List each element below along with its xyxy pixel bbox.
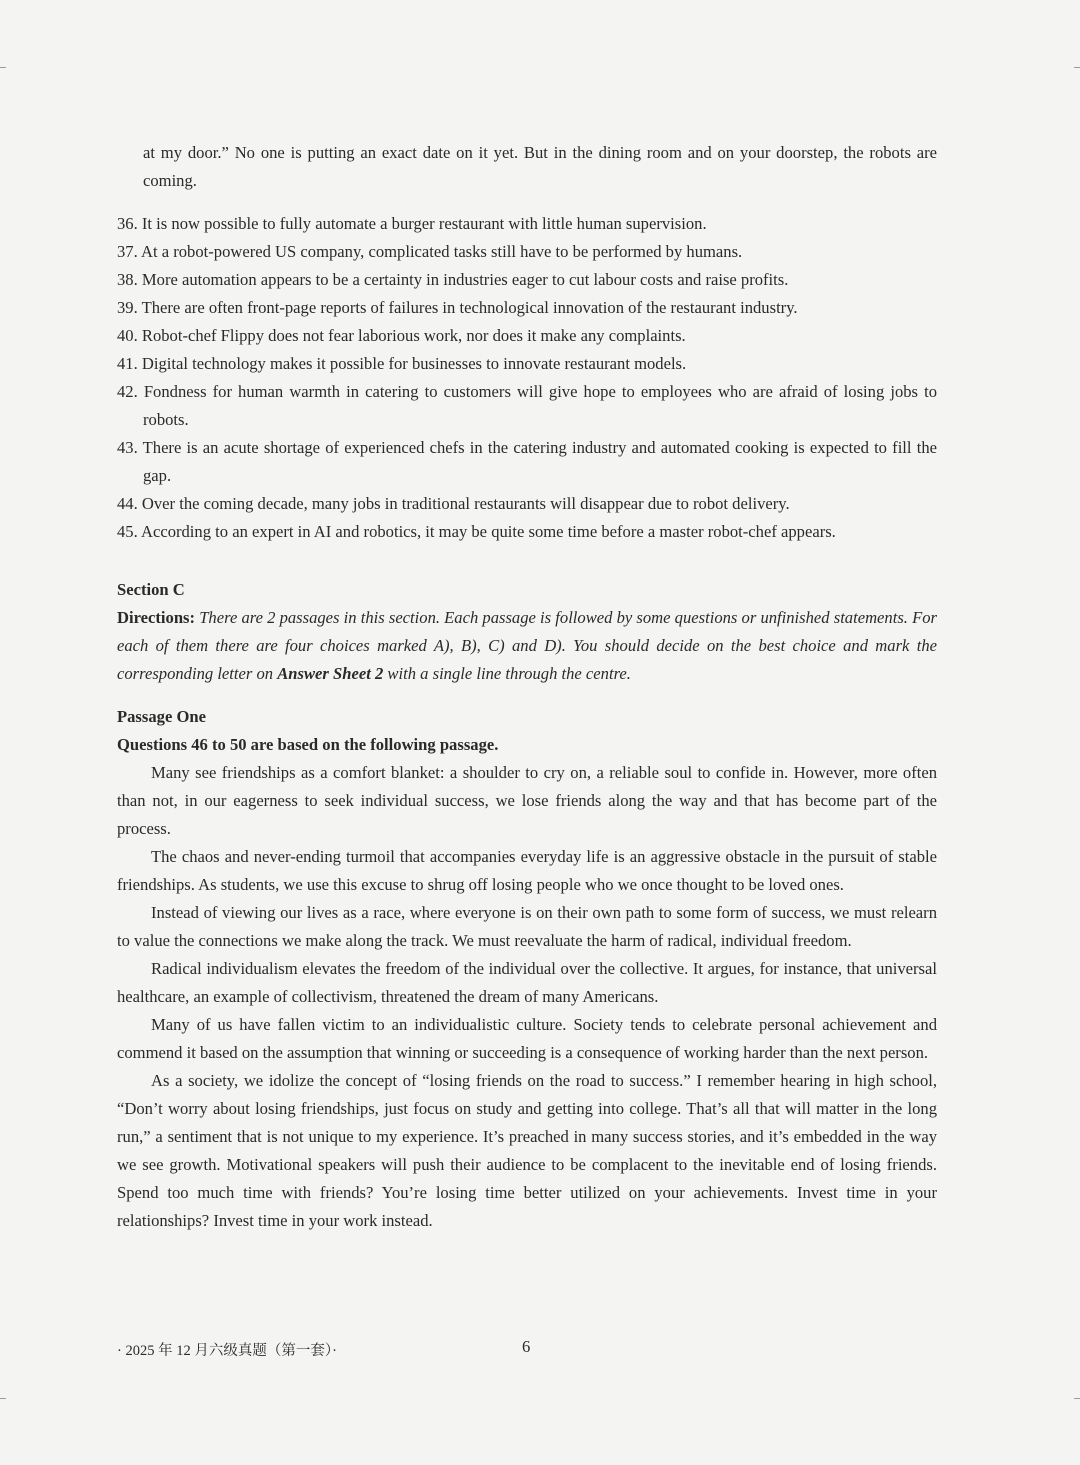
- question-37: 37. At a robot-powered US company, complicated tasks still have to be performed by humans.: [117, 242, 743, 261]
- page-footer: [117, 1337, 937, 1361]
- question-43: 43. There is an acute shortage of experienced chefs in the catering industry and automated cooking is expected to fill the gap.: [117, 438, 937, 485]
- passage-body: [117, 759, 937, 1235]
- directions: [117, 604, 937, 688]
- passage-subtitle: Questions 46 to 50 are based on the following passage.: [117, 735, 499, 754]
- passage-paragraph: Many of us have fallen victim to an individualistic culture. Society tends to celebrate personal achievement and commend it based on the assumption that winning or succeeding is a consequence of working harder than the next person.: [117, 1015, 937, 1062]
- passage-paragraph: Instead of viewing our lives as a race, where everyone is on their own path to some form of success, we must relearn to value the connections we make along the track. We must reevaluate the harm of radical, individual freedom.: [117, 903, 937, 950]
- passage-paragraph: As a society, we idolize the concept of “losing friends on the road to success.” I remember hearing in high school, “Don’t worry about losing friendships, just focus on study and getting into college. That’s all that will matter in the long run,” a sentiment that is not unique to my experience. It’s preached in many success stories, and it’s embedded in the way we see growth. Motivational speakers will push their audience to be complacent to the inevitable end of losing friends. Spend too much time with friends? You’re losing time better utilized on your achievements. Invest time in your relationships? Invest time in your work instead.: [117, 1071, 937, 1230]
- question-45: 45. According to an expert in AI and robotics, it may be quite some time before a master robot-chef appears.: [117, 522, 836, 541]
- passage-title: Passage One: [117, 707, 206, 726]
- directions-text-end: with a single line through the centre.: [383, 664, 631, 683]
- exam-label: · 2025 年 12 月六级真题（第一套）·: [117, 1343, 337, 1359]
- question-41: 41. Digital technology makes it possible for businesses to innovate restaurant models.: [117, 354, 687, 373]
- page-number: 6: [522, 1337, 531, 1356]
- question-list: [117, 210, 937, 546]
- passage-paragraph: Many see friendships as a comfort blanket: a shoulder to cry on, a reliable soul to confide in. However, more often than not, in our eagerness to seek individual success, we lose friends along the way and that has become part of the process.: [117, 763, 937, 838]
- question-36: 36. It is now possible to fully automate a burger restaurant with little human supervision.: [117, 214, 707, 233]
- passage-continuation: at my door.” No one is putting an exact date on it yet. But in the dining room and on your doorstep, the robots are coming.: [143, 143, 937, 190]
- crop-mark-bottom-right: [1074, 1398, 1080, 1399]
- question-40: 40. Robot-chef Flippy does not fear laborious work, nor does it make any complaints.: [117, 326, 686, 345]
- passage-paragraph: Radical individualism elevates the freedom of the individual over the collective. It argues, for instance, that universal healthcare, an example of collectivism, threatened the dream of many Americans.: [117, 959, 937, 1006]
- crop-mark-top-left: [0, 67, 6, 68]
- crop-mark-top-right: [1074, 67, 1080, 68]
- question-38: 38. More automation appears to be a certainty in industries eager to cut labour costs and raise profits.: [117, 270, 789, 289]
- question-42: 42. Fondness for human warmth in catering to customers will give hope to employees who are afraid of losing jobs to robots.: [117, 382, 937, 429]
- section-title: Section C: [117, 580, 185, 599]
- answer-sheet-label: Answer Sheet 2: [277, 664, 384, 683]
- question-44: 44. Over the coming decade, many jobs in traditional restaurants will disappear due to robot delivery.: [117, 494, 790, 513]
- directions-text: There are 2 passages in this section. Each passage is followed by some questions or unfinished statements. For each of them there are four choices marked A), B), C) and D). You should decide on the best choice and mark the corresponding letter on: [117, 608, 937, 683]
- passage-paragraph: The chaos and never-ending turmoil that accompanies everyday life is an aggressive obstacle in the pursuit of stable friendships. As students, we use this excuse to shrug off losing people who we once thought to be loved ones.: [117, 847, 937, 894]
- crop-mark-bottom-left: [0, 1398, 6, 1399]
- directions-lead: Directions:: [117, 608, 196, 627]
- page-content: [117, 139, 937, 1235]
- question-39: 39. There are often front-page reports of failures in technological innovation of the restaurant industry.: [117, 298, 798, 317]
